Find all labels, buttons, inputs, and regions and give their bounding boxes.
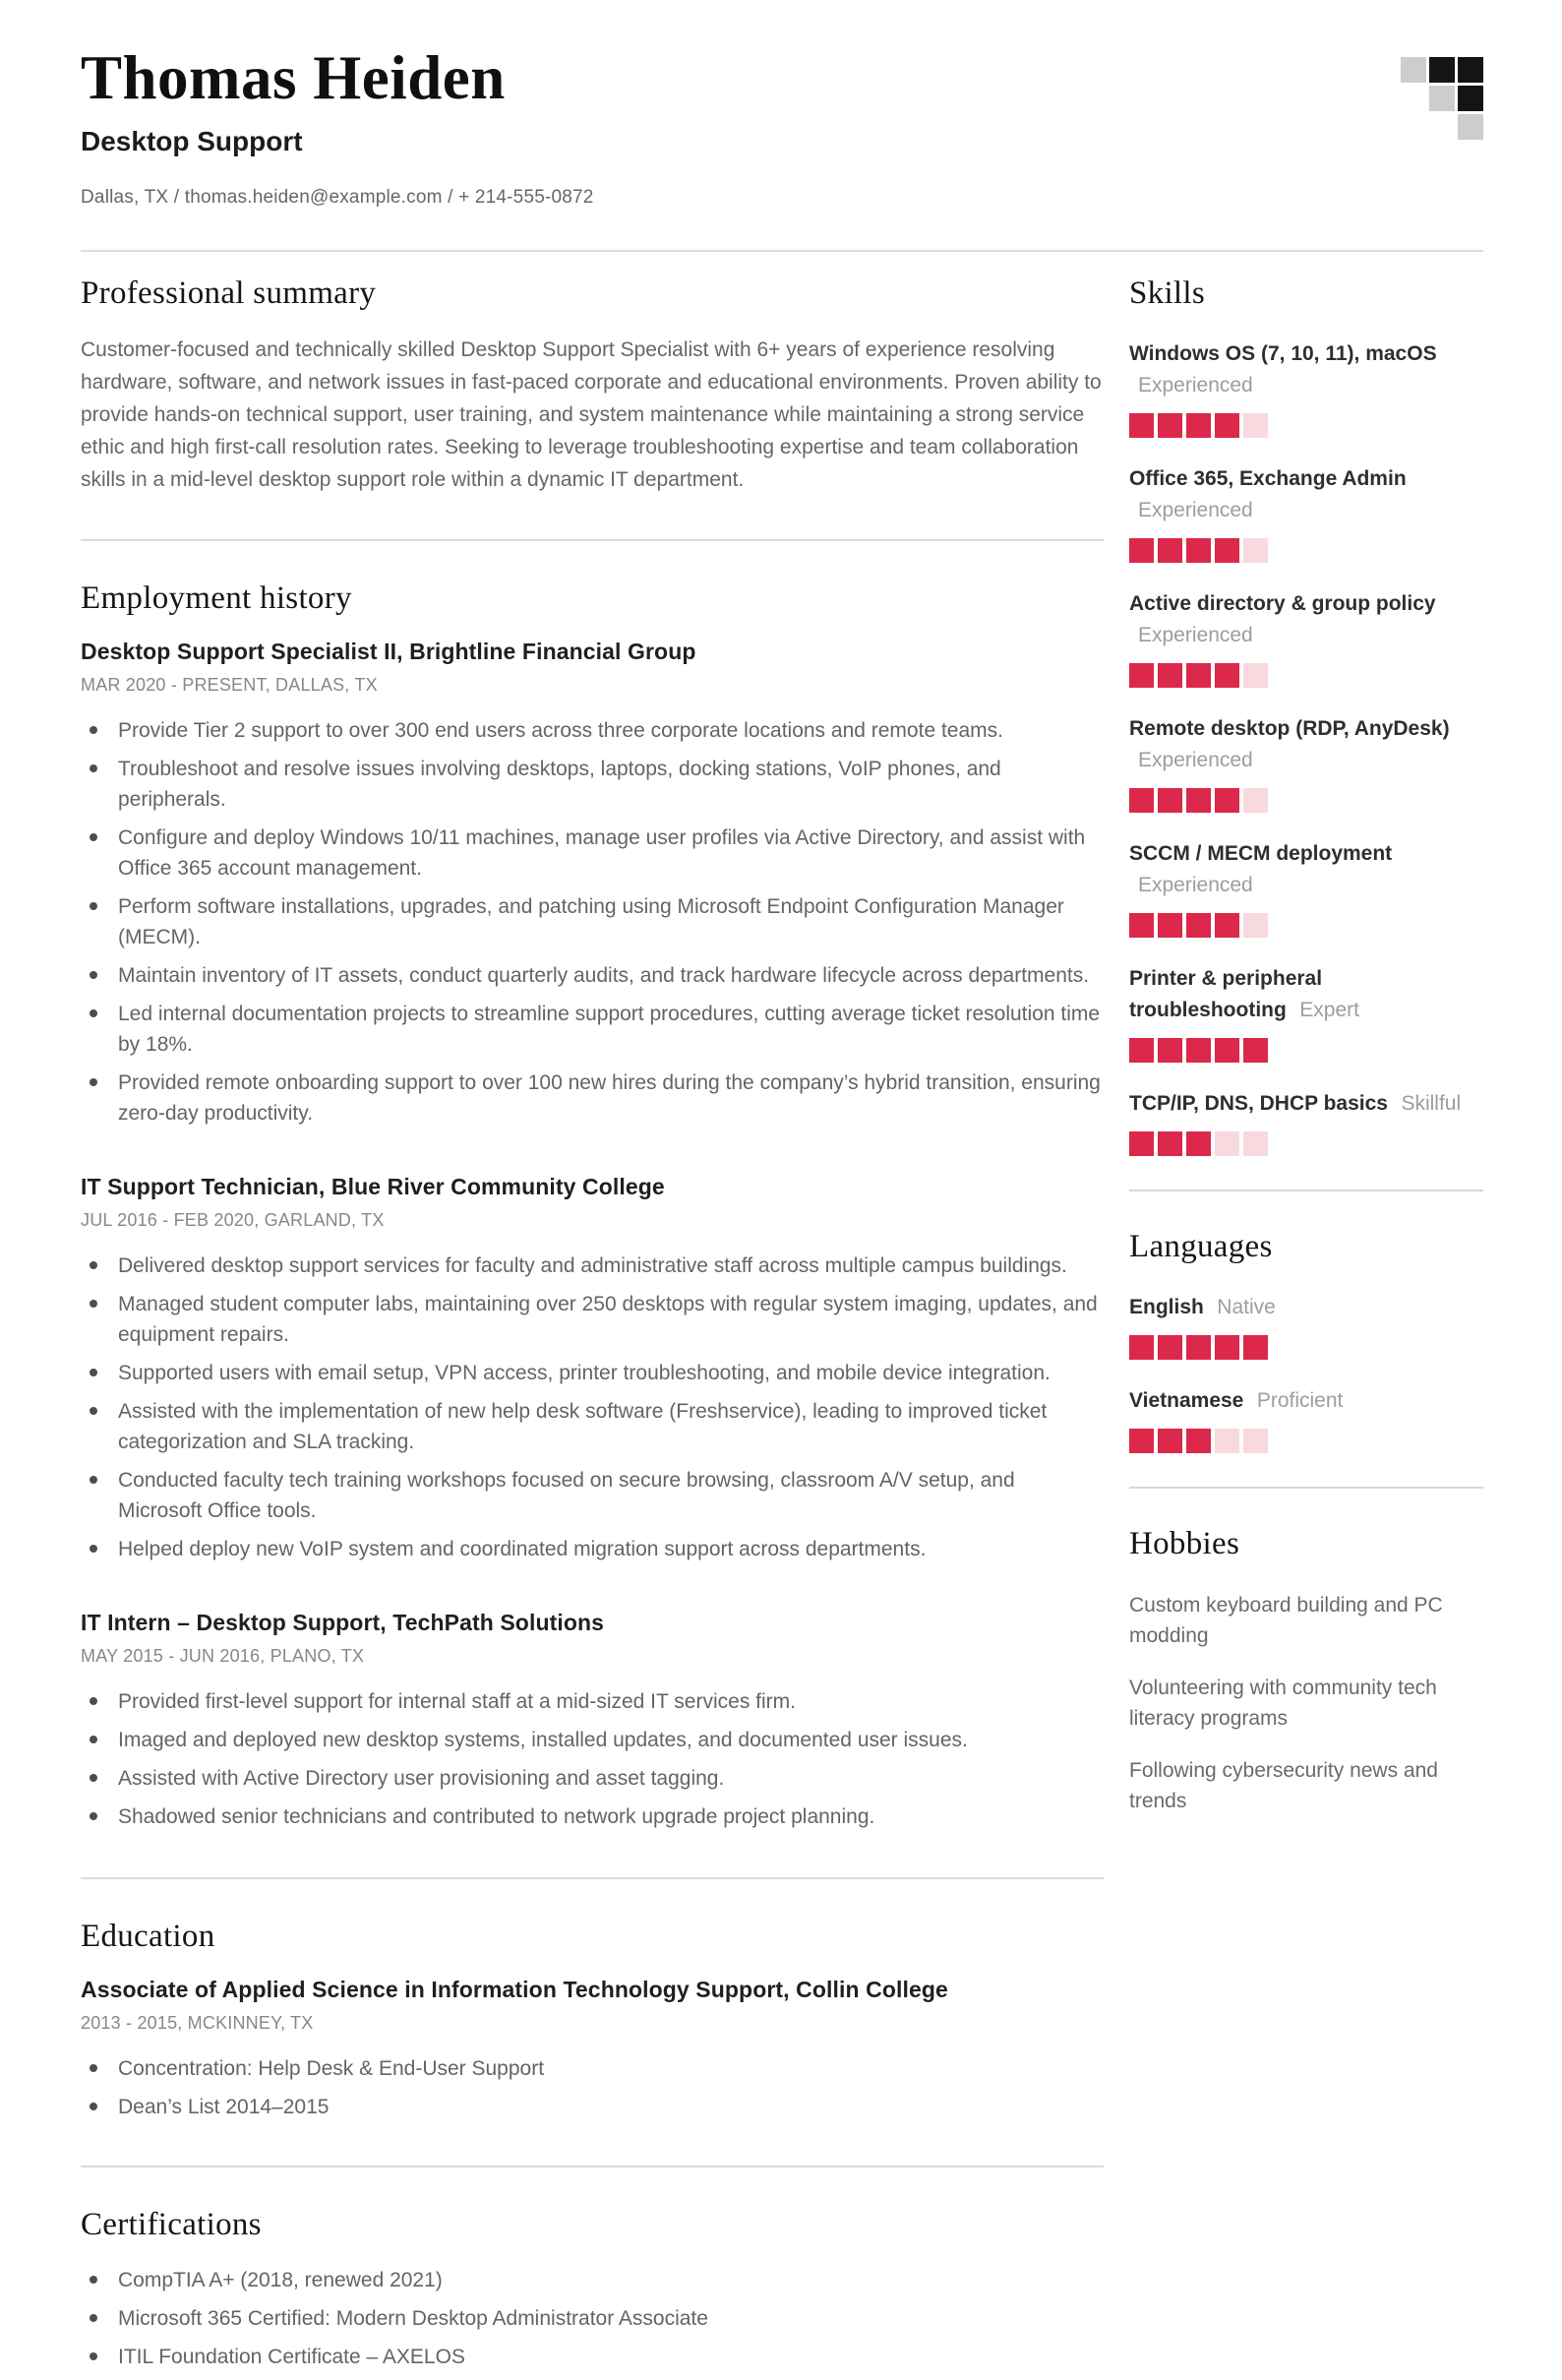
logo-squares-icon — [1401, 57, 1483, 140]
job-entry — [81, 639, 1104, 1129]
bullet-item: Assisted with the implementation of new help desk software (Freshservice), leading to improved ticket categorization and SLA tracking. — [81, 1396, 1104, 1457]
rating-square-empty — [1243, 663, 1268, 688]
rating-square-empty — [1243, 538, 1268, 563]
contact-line: Dallas, TX / thomas.heiden@example.com / + 214-555-0872 — [81, 187, 594, 209]
skill-item — [1129, 339, 1483, 438]
skill-level: Skillful — [1401, 1092, 1462, 1116]
sidebar-divider — [1129, 1487, 1483, 1489]
bullet-item: Perform software installations, upgrades, and patching using Microsoft Endpoint Configuration Manager (MECM). — [81, 891, 1104, 952]
rating-square-filled — [1215, 1038, 1239, 1063]
skill-label: TCP/IP, DNS, DHCP basics — [1129, 1092, 1388, 1116]
rating-square-filled — [1129, 413, 1154, 438]
rating-square-filled — [1129, 913, 1154, 938]
bullet-item: Managed student computer labs, maintaining over 250 desktops with regular system imaging, updates, and equipment repairs. — [81, 1289, 1104, 1350]
rating-square-filled — [1129, 538, 1154, 563]
rating-square-filled — [1186, 1335, 1211, 1360]
job-entry — [81, 1174, 1104, 1564]
summary-heading: Professional summary — [81, 275, 377, 312]
rating-square-filled — [1158, 1038, 1182, 1063]
rating-square-filled — [1215, 1335, 1239, 1360]
hobbies-list — [1129, 1590, 1483, 1816]
hobby-item: Volunteering with community tech literacy programs — [1129, 1677, 1437, 1731]
skill-item — [1129, 589, 1483, 688]
skill-rating-bar — [1129, 1131, 1483, 1156]
person-name: Thomas Heiden — [81, 43, 506, 112]
skill-item — [1129, 1089, 1483, 1156]
job-meta: MAR 2020 - PRESENT, DALLAS, TX — [81, 675, 378, 696]
skill-label: Windows OS (7, 10, 11), macOS — [1129, 342, 1437, 366]
education-bullets — [81, 2053, 1104, 2122]
education-meta: 2013 - 2015, MCKINNEY, TX — [81, 2013, 314, 2034]
skill-label: Printer & peripheral troubleshooting — [1129, 967, 1323, 1022]
main-column — [81, 275, 1104, 2380]
language-rating-bar — [1129, 1335, 1483, 1360]
section-divider — [81, 1877, 1104, 1879]
sidebar — [1129, 275, 1483, 2380]
skill-item — [1129, 464, 1483, 563]
skills-list — [1129, 339, 1483, 1156]
rating-square-filled — [1215, 788, 1239, 813]
logo-cell — [1458, 114, 1483, 140]
job-entry — [81, 1610, 1104, 1832]
rating-square-filled — [1129, 788, 1154, 813]
sidebar-divider — [1129, 1190, 1483, 1191]
rating-square-filled — [1129, 1131, 1154, 1156]
skill-level: Experienced — [1138, 749, 1253, 772]
rating-square-filled — [1243, 1335, 1268, 1360]
hobbies-section — [1129, 1526, 1483, 1816]
rating-square-empty — [1243, 788, 1268, 813]
rating-square-empty — [1215, 1429, 1239, 1453]
rating-square-filled — [1158, 1429, 1182, 1453]
bullet-item: Provided first-level support for internal staff at a mid-sized IT services firm. — [81, 1686, 1104, 1717]
rating-square-filled — [1129, 1335, 1154, 1360]
language-item — [1129, 1293, 1483, 1360]
job-bullets — [81, 1686, 1104, 1832]
rating-square-empty — [1215, 1131, 1239, 1156]
skill-rating-bar — [1129, 913, 1483, 938]
bullet-item: Delivered desktop support services for faculty and administrative staff across multiple campus buildings. — [81, 1251, 1104, 1281]
rating-square-filled — [1158, 413, 1182, 438]
section-divider — [81, 2166, 1104, 2167]
skill-label: Active directory & group policy — [1129, 592, 1436, 616]
languages-section — [1129, 1229, 1483, 1453]
hobbies-heading: Hobbies — [1129, 1526, 1240, 1562]
job-list — [81, 639, 1104, 1832]
rating-square-filled — [1186, 1131, 1211, 1156]
skill-rating-bar — [1129, 788, 1483, 813]
rating-square-filled — [1129, 1429, 1154, 1453]
education-heading: Education — [81, 1919, 215, 1955]
logo-cell — [1458, 86, 1483, 111]
rating-square-filled — [1186, 413, 1211, 438]
certifications-heading: Certifications — [81, 2207, 262, 2243]
rating-square-empty — [1243, 413, 1268, 438]
bullet-item: Dean’s List 2014–2015 — [81, 2092, 1104, 2122]
skills-section — [1129, 275, 1483, 1156]
bullet-item: Shadowed senior technicians and contributed to network upgrade project planning. — [81, 1801, 1104, 1832]
bullet-item: Configure and deploy Windows 10/11 machines, manage user profiles via Active Directory, and assist with Office 365 account management. — [81, 823, 1104, 884]
languages-list — [1129, 1293, 1483, 1453]
rating-square-filled — [1186, 663, 1211, 688]
bullet-item: Microsoft 365 Certified: Modern Desktop Administrator Associate — [81, 2303, 1104, 2334]
hobby-item: Following cybersecurity news and trends — [1129, 1759, 1438, 1813]
job-bullets — [81, 1251, 1104, 1564]
logo-cell — [1458, 57, 1483, 83]
bullet-item: CompTIA A+ (2018, renewed 2021) — [81, 2265, 1104, 2295]
skill-level: Experienced — [1138, 499, 1253, 522]
job-title: IT Intern – Desktop Support, TechPath Solutions — [81, 1610, 605, 1636]
job-title: IT Support Technician, Blue River Community College — [81, 1174, 665, 1200]
rating-square-empty — [1243, 1429, 1268, 1453]
bullet-item: Helped deploy new VoIP system and coordinated migration support across departments. — [81, 1534, 1104, 1564]
bullet-item: Provided remote onboarding support to over 100 new hires during the company’s hybrid transition, ensuring zero-day productivity. — [81, 1068, 1104, 1129]
language-rating-bar — [1129, 1429, 1483, 1453]
skill-rating-bar — [1129, 413, 1483, 438]
rating-square-filled — [1186, 788, 1211, 813]
skill-level: Experienced — [1138, 374, 1253, 397]
job-meta: JUL 2016 - FEB 2020, GARLAND, TX — [81, 1210, 385, 1231]
job-bullets — [81, 715, 1104, 1129]
skill-rating-bar — [1129, 663, 1483, 688]
person-profession: Desktop Support — [81, 126, 303, 157]
rating-square-filled — [1129, 663, 1154, 688]
bullet-item: Assisted with Active Directory user provisioning and asset tagging. — [81, 1763, 1104, 1794]
language-level: Native — [1217, 1296, 1276, 1319]
job-title: Desktop Support Specialist II, Brightline Financial Group — [81, 639, 696, 665]
header — [81, 45, 1483, 250]
language-level: Proficient — [1256, 1389, 1344, 1413]
skills-heading: Skills — [1129, 275, 1206, 312]
summary-section — [81, 275, 1104, 496]
bullet-item: Provide Tier 2 support to over 300 end users across three corporate locations and remote teams. — [81, 715, 1104, 746]
rating-square-filled — [1158, 538, 1182, 563]
bullet-item: Led internal documentation projects to streamline support procedures, cutting average ticket resolution time by 18%. — [81, 999, 1104, 1060]
content-columns — [81, 252, 1483, 2380]
rating-square-filled — [1158, 913, 1182, 938]
language-label: Vietnamese — [1129, 1389, 1244, 1413]
skill-level: Experienced — [1138, 624, 1253, 647]
bullet-item: ITIL Foundation Certificate – AXELOS — [81, 2342, 1104, 2372]
skill-item — [1129, 714, 1483, 813]
skill-item — [1129, 839, 1483, 938]
rating-square-filled — [1243, 1038, 1268, 1063]
logo-cell — [1429, 57, 1455, 83]
logo-cell — [1401, 57, 1426, 83]
rating-square-filled — [1215, 663, 1239, 688]
degree-title: Associate of Applied Science in Information Technology Support, Collin College — [81, 1977, 948, 2003]
job-meta: MAY 2015 - JUN 2016, PLANO, TX — [81, 1646, 365, 1667]
rating-square-filled — [1215, 413, 1239, 438]
certifications-section — [81, 2207, 1104, 2372]
section-divider — [81, 539, 1104, 541]
rating-square-filled — [1186, 538, 1211, 563]
logo-cell — [1429, 86, 1455, 111]
rating-square-filled — [1129, 1038, 1154, 1063]
skill-label: Remote desktop (RDP, AnyDesk) — [1129, 717, 1450, 741]
logo-cell — [1401, 114, 1426, 140]
rating-square-filled — [1186, 1038, 1211, 1063]
rating-square-filled — [1158, 1131, 1182, 1156]
language-item — [1129, 1386, 1483, 1453]
bullet-item: Concentration: Help Desk & End-User Support — [81, 2053, 1104, 2084]
logo-cell — [1401, 86, 1426, 111]
certification-bullets — [81, 2265, 1104, 2372]
skill-label: Office 365, Exchange Admin — [1129, 467, 1407, 491]
rating-square-filled — [1186, 1429, 1211, 1453]
skill-label: SCCM / MECM deployment — [1129, 842, 1393, 866]
rating-square-filled — [1158, 663, 1182, 688]
skill-level: Experienced — [1138, 874, 1253, 897]
bullet-item: Imaged and deployed new desktop systems, installed updates, and documented user issues. — [81, 1725, 1104, 1755]
bullet-item: Troubleshoot and resolve issues involving desktops, laptops, docking stations, VoIP phones, and peripherals. — [81, 754, 1104, 815]
skill-rating-bar — [1129, 538, 1483, 563]
languages-heading: Languages — [1129, 1229, 1273, 1265]
rating-square-empty — [1243, 1131, 1268, 1156]
hobby-item: Custom keyboard building and PC modding — [1129, 1594, 1443, 1648]
rating-square-filled — [1215, 913, 1239, 938]
summary-text: Customer-focused and technically skilled Desktop Support Specialist with 6+ years of experience resolving hardware, software, and network issues in fast-paced corporate and educational environments. Proven ability to provide hands-on technical support, user training, and system maintenance while maintaining a strong service ethic and high first-call resolution rates. Seeking to leverage troubleshooting expertise and team collaboration skills in a mid-level desktop support role within a dynamic IT department. — [81, 338, 1102, 492]
logo-cell — [1429, 114, 1455, 140]
bullet-item: Supported users with email setup, VPN access, printer troubleshooting, and mobile device integration. — [81, 1358, 1104, 1388]
employment-section — [81, 580, 1104, 1832]
rating-square-filled — [1158, 1335, 1182, 1360]
bullet-item: Maintain inventory of IT assets, conduct quarterly audits, and track hardware lifecycle across departments. — [81, 960, 1104, 991]
header-identity — [81, 45, 594, 250]
rating-square-empty — [1243, 913, 1268, 938]
employment-heading: Employment history — [81, 580, 352, 617]
skill-rating-bar — [1129, 1038, 1483, 1063]
skill-item — [1129, 964, 1483, 1063]
rating-square-filled — [1215, 538, 1239, 563]
language-label: English — [1129, 1296, 1204, 1319]
education-section — [81, 1919, 1104, 2122]
rating-square-filled — [1186, 913, 1211, 938]
bullet-item: Conducted faculty tech training workshops focused on secure browsing, classroom A/V setup, and Microsoft Office tools. — [81, 1465, 1104, 1526]
rating-square-filled — [1158, 788, 1182, 813]
skill-level: Expert — [1299, 999, 1359, 1022]
